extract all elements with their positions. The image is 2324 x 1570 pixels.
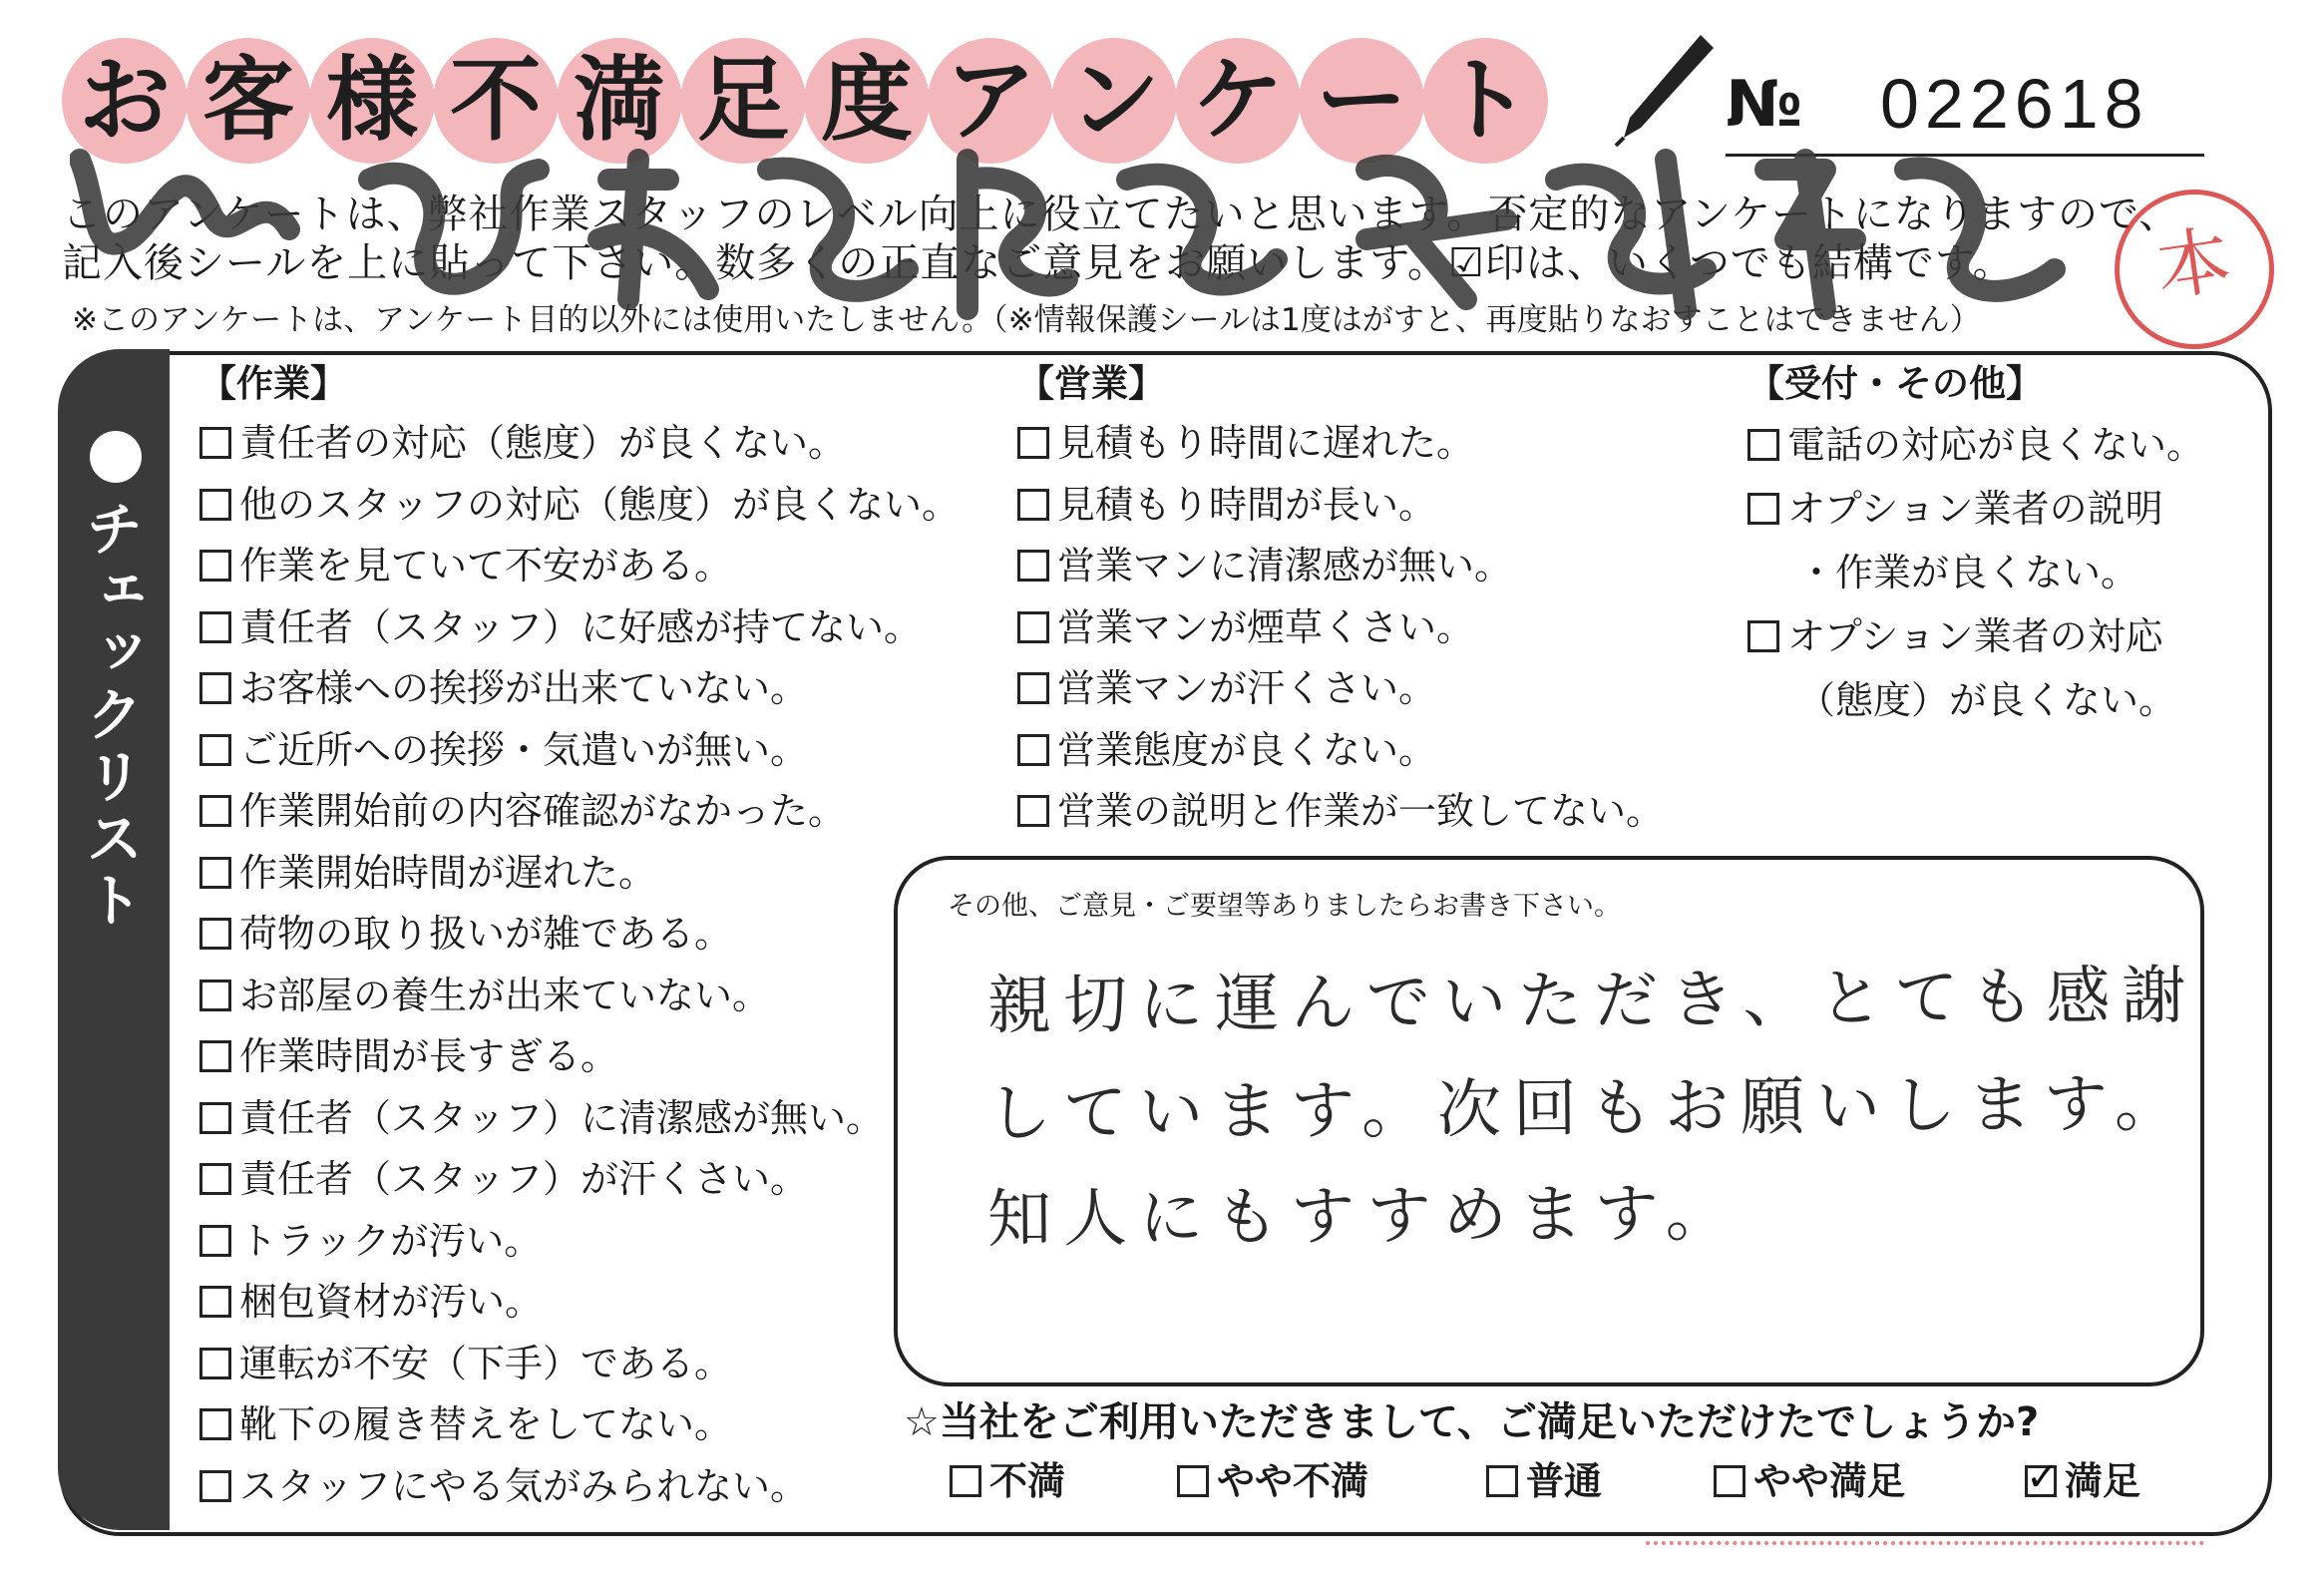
check-item[interactable]: [1747, 477, 2204, 541]
checkbox[interactable]: [199, 611, 231, 643]
check-item[interactable]: [199, 597, 960, 659]
check-item-label: お客様への挨拶が出来ていない。: [239, 666, 809, 710]
serial-value: 022618: [1880, 65, 2149, 143]
check-item[interactable]: [199, 658, 960, 720]
handwritten-comment-line: 親切に運んでいただき、とても感謝: [986, 959, 2198, 1044]
checkbox[interactable]: [199, 1348, 231, 1379]
check-item[interactable]: [1017, 658, 1664, 720]
checkbox[interactable]: [199, 918, 231, 950]
checkbox[interactable]: [1017, 734, 1049, 766]
rating-checkbox[interactable]: [1177, 1465, 1209, 1497]
checkbox[interactable]: [1747, 493, 1779, 525]
checkbox[interactable]: [199, 795, 231, 827]
section-reception: [1747, 355, 2204, 732]
check-item-label: 営業マンが煙草くさい。: [1057, 604, 1475, 649]
check-item[interactable]: [199, 1334, 960, 1395]
check-item-label: 作業開始前の内容確認がなかった。: [239, 789, 847, 833]
checkbox[interactable]: [1017, 672, 1049, 704]
checkbox[interactable]: [199, 427, 231, 459]
check-item-label: オプション業者の対応: [1787, 614, 2163, 658]
checkbox[interactable]: [199, 489, 231, 521]
rating-option-satisfied[interactable]: [2025, 1450, 2140, 1505]
check-item[interactable]: [199, 966, 960, 1027]
check-item[interactable]: [199, 1272, 960, 1334]
check-item-label: 責任者（スタッフ）に清潔感が無い。: [239, 1095, 885, 1140]
rating-label: やや満足: [1753, 1459, 1906, 1503]
check-item-label: 梱包資材が汚い。: [239, 1280, 544, 1324]
title-char: ケ: [1175, 38, 1301, 164]
tab-hole: [90, 431, 142, 483]
check-item-label: 責任者（スタッフ）が汗くさい。: [239, 1157, 809, 1201]
check-item[interactable]: [199, 475, 960, 537]
serial-label: №: [1726, 68, 1802, 142]
check-item-label: 営業の説明と作業が一致してない。: [1057, 789, 1665, 833]
intro-line-2: 記入後シールを上に貼って下さい。数多くの正直なご意見をお願いします。☑印は、いくつでも結構です。: [62, 240, 2014, 286]
check-item[interactable]: [199, 1211, 960, 1273]
check-item-label: オプション業者の説明: [1787, 487, 2163, 531]
check-item-label: 営業マンが汗くさい。: [1057, 666, 1437, 710]
checkbox[interactable]: [199, 1470, 231, 1502]
section-work: [199, 355, 960, 1517]
check-item[interactable]: [199, 1149, 960, 1211]
check-item-continuation: （態度）が良くない。: [1797, 678, 2177, 722]
rating-label: 満足: [2065, 1459, 2141, 1503]
handwritten-comment-line: 知人にもすすめます。: [986, 1176, 1742, 1258]
check-item-label: 営業態度が良くない。: [1057, 727, 1437, 772]
check-item[interactable]: [1017, 720, 1664, 782]
rating-checkbox[interactable]: [950, 1465, 981, 1497]
checkbox[interactable]: [199, 734, 231, 766]
checkbox[interactable]: [199, 980, 231, 1011]
title-char: 満: [557, 38, 682, 164]
checkbox[interactable]: [199, 857, 231, 889]
check-item-label: 営業マンに清潔感が無い。: [1057, 544, 1513, 588]
check-item[interactable]: [199, 1394, 960, 1456]
check-item[interactable]: [1017, 413, 1664, 475]
checkbox[interactable]: [199, 1102, 231, 1134]
rating-checkbox[interactable]: [1486, 1465, 1518, 1497]
checkbox[interactable]: [199, 672, 231, 704]
title-char: ン: [1051, 38, 1177, 164]
check-item-label: 作業開始時間が遅れた。: [239, 850, 657, 895]
check-item[interactable]: [199, 413, 960, 475]
rating-option-dissatisfied[interactable]: [950, 1450, 1065, 1505]
rating-checkbox-checked[interactable]: [2025, 1465, 2057, 1497]
checkbox[interactable]: [1017, 427, 1049, 459]
check-item[interactable]: [199, 1088, 960, 1150]
check-item-label: スタッフにやる気がみられない。: [239, 1463, 809, 1508]
checkbox[interactable]: [1017, 550, 1049, 582]
checkbox[interactable]: [1017, 795, 1049, 827]
checkbox[interactable]: [1747, 620, 1779, 652]
section-sales-heading: 【営業】: [1017, 362, 1165, 405]
check-item-label: 靴下の履き替えをしてない。: [239, 1402, 733, 1446]
check-item-label: 運転が不安（下手）である。: [239, 1341, 733, 1385]
rating-label: 不満: [989, 1459, 1066, 1503]
check-item[interactable]: [199, 1026, 960, 1088]
pen-icon: [1606, 30, 1716, 150]
check-item-label: 責任者の対応（態度）が良くない。: [239, 421, 847, 465]
title-char: 度: [804, 38, 930, 164]
check-item-label: 責任者（スタッフ）に好感が持てない。: [239, 604, 923, 649]
checkbox[interactable]: [199, 1408, 231, 1440]
check-item-label: 他のスタッフの対応（態度）が良くない。: [239, 482, 961, 527]
checkbox[interactable]: [1017, 611, 1049, 643]
check-item-label: トラックが汚い。: [239, 1218, 543, 1263]
rating-option-neutral[interactable]: [1486, 1450, 1602, 1505]
title-char: 足: [680, 38, 806, 164]
check-item[interactable]: [1017, 597, 1664, 659]
section-sales: [1017, 355, 1664, 843]
check-item[interactable]: [1017, 536, 1664, 597]
check-item[interactable]: [199, 781, 960, 843]
title-char: 客: [186, 38, 311, 164]
check-item-continuation: ・作業が良くない。: [1797, 551, 2139, 594]
check-item-label: 作業を見ていて不安がある。: [239, 544, 733, 588]
comment-prompt: その他、ご意見・ご要望等ありましたらお書き下さい。: [948, 891, 1621, 922]
check-item[interactable]: [199, 536, 960, 597]
serial-number: [1726, 62, 2204, 157]
check-item[interactable]: [1017, 475, 1664, 537]
title-char: お: [62, 38, 188, 164]
section-reception-heading: 【受付・その他】: [1747, 362, 2043, 405]
checkbox[interactable]: [199, 1163, 231, 1195]
rating-checkbox[interactable]: [1714, 1465, 1745, 1497]
check-item-label: 作業時間が長すぎる。: [239, 1034, 619, 1078]
title-char: 不: [433, 38, 559, 164]
title-char: ト: [1422, 38, 1548, 164]
check-item-label: 荷物の取り扱いが雑である。: [239, 912, 733, 956]
check-item[interactable]: [1747, 604, 2204, 668]
check-item[interactable]: [199, 1456, 960, 1518]
checkbox[interactable]: [199, 1286, 231, 1318]
check-item[interactable]: [199, 904, 960, 966]
checklist-tab-label: チェックリスト: [76, 499, 144, 932]
rating-option-somewhat-dissatisfied[interactable]: [1177, 1450, 1368, 1505]
check-item-label: 電話の対応が良くない。: [1787, 423, 2205, 467]
privacy-note: ※このアンケートは、アンケート目的以外には使用いたしません。（※情報保護シールは1度はがすと、再度貼りなおすことはできません）: [72, 302, 1981, 338]
check-item[interactable]: [1017, 781, 1664, 843]
check-item[interactable]: [1747, 413, 2204, 477]
check-item[interactable]: [199, 843, 960, 905]
check-item-label: 見積もり時間に遅れた。: [1057, 421, 1475, 465]
check-item-label: 見積もり時間が長い。: [1057, 482, 1437, 527]
check-item[interactable]: [199, 720, 960, 782]
approval-stamp: 本: [2105, 180, 2285, 360]
rating-option-somewhat-satisfied[interactable]: [1714, 1450, 1905, 1505]
checkbox[interactable]: [1747, 429, 1779, 461]
section-work-heading: 【作業】: [199, 362, 347, 405]
title-char: 様: [309, 38, 435, 164]
checkbox[interactable]: [199, 550, 231, 582]
rating-label: 普通: [1526, 1459, 1603, 1503]
satisfaction-question: ☆当社をご利用いただきまして、ご満足いただけたでしょうか?: [904, 1399, 2040, 1445]
check-item-label: ご近所への挨拶・気遣いが無い。: [239, 727, 809, 772]
intro-line-1: このアンケートは、弊社作業スタッフのレベル向上に役立てたいと思います。否定的なアンケートになりますので、: [62, 192, 2180, 237]
checkbox[interactable]: [199, 1225, 231, 1257]
checkbox[interactable]: [199, 1040, 231, 1072]
title-char: ー: [1299, 38, 1424, 164]
title-char: ア: [928, 38, 1053, 164]
check-item-label: お部屋の養生が出来ていない。: [239, 973, 771, 1017]
red-marking: [1646, 1541, 2204, 1565]
rating-label: やや不満: [1217, 1459, 1369, 1503]
handwritten-comment-line: しています。次回もお願いします。: [986, 1066, 2191, 1152]
checkbox[interactable]: [1017, 489, 1049, 521]
